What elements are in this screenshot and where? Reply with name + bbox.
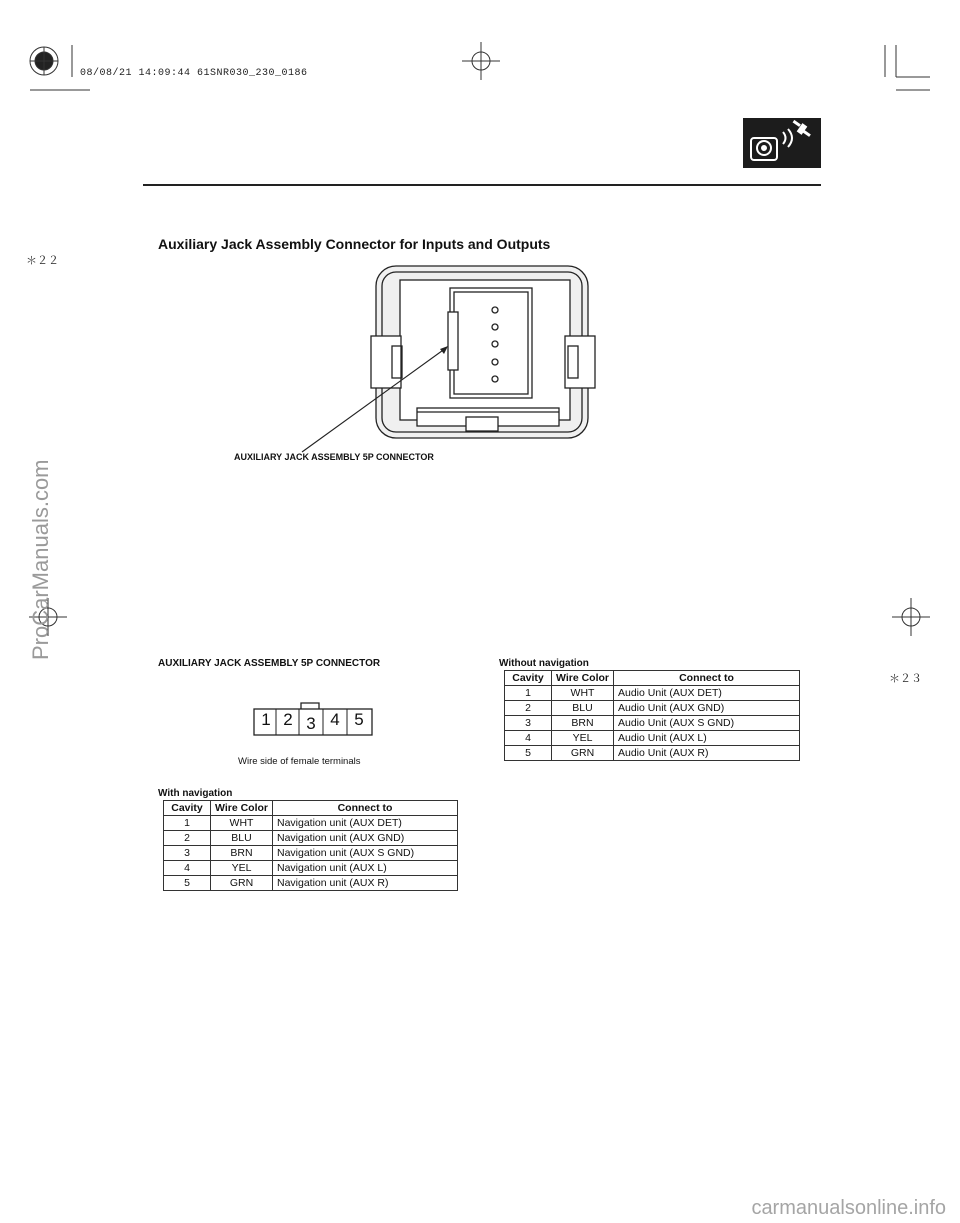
section-title: Auxiliary Jack Assembly Connector for Inputs and Outputs	[158, 236, 551, 252]
col-connect-to: Connect to	[273, 801, 458, 816]
table-row	[505, 701, 800, 716]
cell-wire-color: BRN	[211, 846, 273, 861]
cell-wire-color: YEL	[552, 731, 614, 746]
pin-1: 1	[261, 710, 271, 729]
cell-cavity: 1	[164, 816, 211, 831]
table-row	[164, 846, 458, 861]
navigation-audio-icon	[743, 118, 821, 168]
pin-4: 4	[330, 710, 340, 729]
cell-wire-color: GRN	[552, 746, 614, 761]
cell-connect-to: Audio Unit (AUX R)	[614, 746, 800, 761]
connector-caption: Wire side of female terminals	[238, 756, 361, 767]
cell-cavity: 5	[164, 876, 211, 891]
col-wire-color: Wire Color	[211, 801, 273, 816]
cell-cavity: 3	[505, 716, 552, 731]
cell-cavity: 2	[505, 701, 552, 716]
cell-cavity: 1	[505, 686, 552, 701]
cell-connect-to: Audio Unit (AUX L)	[614, 731, 800, 746]
pin-3: 3	[306, 714, 316, 733]
aux-jack-illustration	[290, 260, 610, 460]
cell-cavity: 4	[505, 731, 552, 746]
pin-2: 2	[283, 710, 293, 729]
cell-cavity: 4	[164, 861, 211, 876]
table-row	[164, 861, 458, 876]
cell-wire-color: GRN	[211, 876, 273, 891]
cell-wire-color: WHT	[211, 816, 273, 831]
col-cavity: Cavity	[505, 671, 552, 686]
table-row	[164, 816, 458, 831]
cell-connect-to: Navigation unit (AUX GND)	[273, 831, 458, 846]
cell-wire-color: BLU	[211, 831, 273, 846]
cell-connect-to: Audio Unit (AUX DET)	[614, 686, 800, 701]
pin-5: 5	[354, 710, 364, 729]
cell-wire-color: BRN	[552, 716, 614, 731]
connector-callout: AUXILIARY JACK ASSEMBLY 5P CONNECTOR	[234, 452, 434, 462]
cell-wire-color: WHT	[552, 686, 614, 701]
cell-connect-to: Navigation unit (AUX R)	[273, 876, 458, 891]
page-marker-left: ＊２２	[26, 255, 59, 267]
cell-connect-to: Navigation unit (AUX S GND)	[273, 846, 458, 861]
without-navigation-heading: Without navigation	[499, 658, 589, 669]
header-rule	[143, 184, 821, 186]
col-cavity: Cavity	[164, 801, 211, 816]
page-marker-right: ＊２３	[889, 673, 922, 685]
table-row	[505, 731, 800, 746]
without-navigation-table	[504, 670, 800, 761]
cell-wire-color: BLU	[552, 701, 614, 716]
table-row	[505, 716, 800, 731]
cell-connect-to: Audio Unit (AUX S GND)	[614, 716, 800, 731]
col-connect-to: Connect to	[614, 671, 800, 686]
table-row	[164, 876, 458, 891]
cell-connect-to: Audio Unit (AUX GND)	[614, 701, 800, 716]
col-wire-color: Wire Color	[552, 671, 614, 686]
cell-connect-to: Navigation unit (AUX L)	[273, 861, 458, 876]
with-navigation-heading: With navigation	[158, 788, 233, 799]
cell-cavity: 3	[164, 846, 211, 861]
cell-connect-to: Navigation unit (AUX DET)	[273, 816, 458, 831]
print-stamp: 08/08/21 14:09:44 61SNR030_230_0186	[80, 68, 308, 79]
table-row	[164, 831, 458, 846]
table-row	[505, 686, 800, 701]
watermark-left: ProCarManuals.com	[28, 459, 53, 660]
table-row	[505, 746, 800, 761]
cell-cavity: 2	[164, 831, 211, 846]
cell-wire-color: YEL	[211, 861, 273, 876]
watermark-bottom: carmanualsonline.info	[751, 1197, 946, 1219]
connector-heading: AUXILIARY JACK ASSEMBLY 5P CONNECTOR	[158, 658, 381, 669]
with-navigation-table	[163, 800, 458, 891]
cell-cavity: 5	[505, 746, 552, 761]
